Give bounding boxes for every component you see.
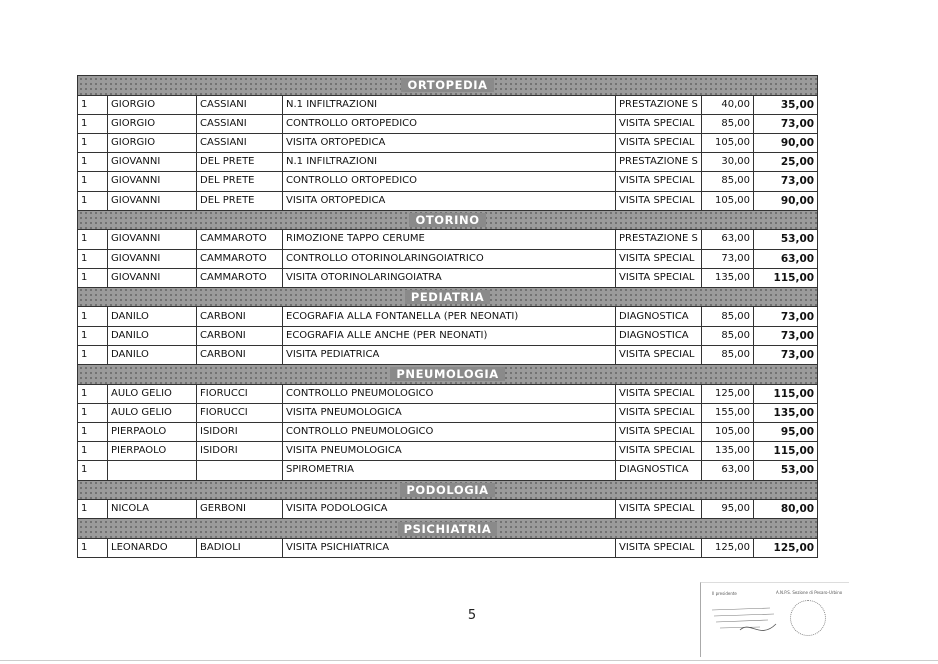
service-cell: CONTROLLO PNEUMOLOGICO (283, 384, 616, 403)
last-name-cell: FIORUCCI (197, 384, 283, 403)
table-row (78, 95, 818, 114)
service-cell: CONTROLLO ORTOPEDICO (283, 172, 616, 191)
section-header (78, 287, 818, 307)
type-cell: VISITA SPECIAL (616, 133, 702, 152)
price-cell: 105,00 (702, 133, 754, 152)
last-name-cell: CARBONI (197, 326, 283, 345)
table-row (78, 307, 818, 326)
last-name-cell (197, 461, 283, 480)
first-name-cell: GIOVANNI (108, 153, 197, 172)
service-cell: CONTROLLO OTORINOLARINGOIATRICO (283, 249, 616, 268)
row-number-cell: 1 (78, 191, 108, 210)
stamp-scribble (710, 600, 780, 640)
total-cell: 115,00 (754, 384, 818, 403)
type-cell: DIAGNOSTICA (616, 307, 702, 326)
table-row (78, 500, 818, 519)
total-cell: 25,00 (754, 153, 818, 172)
section-title: OTORINO (409, 213, 485, 227)
service-cell: VISITA OTORINOLARINGOIATRA (283, 268, 616, 287)
last-name-cell: CAMMAROTO (197, 230, 283, 249)
row-number-cell: 1 (78, 538, 108, 557)
price-cell: 63,00 (702, 461, 754, 480)
total-cell: 73,00 (754, 114, 818, 133)
table-row (78, 442, 818, 461)
row-number-cell: 1 (78, 133, 108, 152)
row-number-cell: 1 (78, 442, 108, 461)
section-header (78, 210, 818, 230)
price-cell: 95,00 (702, 500, 754, 519)
service-cell: VISITA ORTOPEDICA (283, 133, 616, 152)
total-cell: 73,00 (754, 345, 818, 364)
row-number-cell: 1 (78, 423, 108, 442)
last-name-cell: DEL PRETE (197, 172, 283, 191)
type-cell: PRESTAZIONE S (616, 153, 702, 172)
first-name-cell: GIOVANNI (108, 172, 197, 191)
row-number-cell: 1 (78, 249, 108, 268)
table-row (78, 403, 818, 422)
first-name-cell: PIERPAOLO (108, 423, 197, 442)
last-name-cell: DEL PRETE (197, 153, 283, 172)
section-header (78, 76, 818, 96)
row-number-cell: 1 (78, 153, 108, 172)
type-cell: VISITA SPECIAL (616, 345, 702, 364)
price-cell: 135,00 (702, 442, 754, 461)
service-cell: N.1 INFILTRAZIONI (283, 95, 616, 114)
row-number-cell: 1 (78, 461, 108, 480)
table-row (78, 423, 818, 442)
section-header-row (78, 287, 818, 307)
table-row (78, 191, 818, 210)
last-name-cell: CASSIANI (197, 114, 283, 133)
section-header-row (78, 480, 818, 500)
last-name-cell: CARBONI (197, 345, 283, 364)
price-list-table (77, 75, 818, 558)
type-cell: VISITA SPECIAL (616, 423, 702, 442)
first-name-cell: GIOVANNI (108, 230, 197, 249)
service-cell: ECOGRAFIA ALLE ANCHE (PER NEONATI) (283, 326, 616, 345)
type-cell: VISITA SPECIAL (616, 403, 702, 422)
type-cell: DIAGNOSTICA (616, 461, 702, 480)
price-cell: 85,00 (702, 307, 754, 326)
first-name-cell: GIOVANNI (108, 249, 197, 268)
type-cell: VISITA SPECIAL (616, 249, 702, 268)
row-number-cell: 1 (78, 230, 108, 249)
section-title: PSICHIATRIA (398, 522, 498, 536)
type-cell: VISITA SPECIAL (616, 268, 702, 287)
table-row (78, 249, 818, 268)
total-cell: 73,00 (754, 307, 818, 326)
last-name-cell: CARBONI (197, 307, 283, 326)
type-cell: VISITA SPECIAL (616, 384, 702, 403)
type-cell: PRESTAZIONE S (616, 230, 702, 249)
table-row (78, 172, 818, 191)
last-name-cell: CAMMAROTO (197, 249, 283, 268)
total-cell: 73,00 (754, 172, 818, 191)
section-header-row (78, 76, 818, 96)
row-number-cell: 1 (78, 307, 108, 326)
total-cell: 95,00 (754, 423, 818, 442)
type-cell: VISITA SPECIAL (616, 538, 702, 557)
page-number: 5 (467, 608, 477, 623)
type-cell: VISITA SPECIAL (616, 442, 702, 461)
table-row (78, 538, 818, 557)
total-cell: 53,00 (754, 230, 818, 249)
row-number-cell: 1 (78, 114, 108, 133)
stamp-label-left: Il presidente (712, 591, 737, 596)
row-number-cell: 1 (78, 403, 108, 422)
row-number-cell: 1 (78, 172, 108, 191)
table-row (78, 153, 818, 172)
type-cell: VISITA SPECIAL (616, 191, 702, 210)
last-name-cell: ISIDORI (197, 442, 283, 461)
price-cell: 125,00 (702, 538, 754, 557)
last-name-cell: CAMMAROTO (197, 268, 283, 287)
last-name-cell: FIORUCCI (197, 403, 283, 422)
section-header-row (78, 210, 818, 230)
first-name-cell (108, 461, 197, 480)
price-cell: 85,00 (702, 326, 754, 345)
service-cell: N.1 INFILTRAZIONI (283, 153, 616, 172)
service-cell: VISITA PNEUMOLOGICA (283, 403, 616, 422)
service-cell: VISITA PSICHIATRICA (283, 538, 616, 557)
price-cell: 155,00 (702, 403, 754, 422)
service-cell: ECOGRAFIA ALLA FONTANELLA (PER NEONATI) (283, 307, 616, 326)
type-cell: VISITA SPECIAL (616, 500, 702, 519)
service-cell: RIMOZIONE TAPPO CERUME (283, 230, 616, 249)
seal-stamp (790, 600, 826, 636)
price-cell: 105,00 (702, 191, 754, 210)
price-cell: 135,00 (702, 268, 754, 287)
total-cell: 115,00 (754, 268, 818, 287)
table-row (78, 230, 818, 249)
first-name-cell: GIORGIO (108, 114, 197, 133)
total-cell: 35,00 (754, 95, 818, 114)
total-cell: 63,00 (754, 249, 818, 268)
total-cell: 115,00 (754, 442, 818, 461)
first-name-cell: PIERPAOLO (108, 442, 197, 461)
first-name-cell: GIORGIO (108, 133, 197, 152)
row-number-cell: 1 (78, 345, 108, 364)
price-list-body (78, 76, 818, 558)
service-cell: CONTROLLO PNEUMOLOGICO (283, 423, 616, 442)
total-cell: 125,00 (754, 538, 818, 557)
stamp-label-right: A.N.P.S. Sezione di Pesaro-Urbino (776, 590, 843, 595)
type-cell: VISITA SPECIAL (616, 172, 702, 191)
service-cell: VISITA ORTOPEDICA (283, 191, 616, 210)
row-number-cell: 1 (78, 384, 108, 403)
first-name-cell: GIOVANNI (108, 191, 197, 210)
section-header (78, 480, 818, 500)
section-title: PEDIATRIA (405, 290, 490, 304)
last-name-cell: ISIDORI (197, 423, 283, 442)
first-name-cell: GIOVANNI (108, 268, 197, 287)
row-number-cell: 1 (78, 95, 108, 114)
section-header (78, 519, 818, 539)
section-header-row (78, 365, 818, 385)
price-cell: 105,00 (702, 423, 754, 442)
price-cell: 85,00 (702, 172, 754, 191)
total-cell: 73,00 (754, 326, 818, 345)
last-name-cell: DEL PRETE (197, 191, 283, 210)
type-cell: DIAGNOSTICA (616, 326, 702, 345)
table-row (78, 384, 818, 403)
row-number-cell: 1 (78, 326, 108, 345)
total-cell: 90,00 (754, 133, 818, 152)
first-name-cell: DANILO (108, 326, 197, 345)
section-title: ORTOPEDIA (401, 78, 493, 92)
last-name-cell: BADIOLI (197, 538, 283, 557)
table-row (78, 461, 818, 480)
first-name-cell: DANILO (108, 307, 197, 326)
price-cell: 40,00 (702, 95, 754, 114)
price-cell: 85,00 (702, 114, 754, 133)
page-bottom-edge (0, 660, 938, 661)
table-row (78, 268, 818, 287)
service-cell: VISITA PEDIATRICA (283, 345, 616, 364)
row-number-cell: 1 (78, 500, 108, 519)
service-cell: VISITA PODOLOGICA (283, 500, 616, 519)
first-name-cell: DANILO (108, 345, 197, 364)
section-header (78, 365, 818, 385)
last-name-cell: CASSIANI (197, 133, 283, 152)
service-cell: SPIROMETRIA (283, 461, 616, 480)
service-cell: VISITA PNEUMOLOGICA (283, 442, 616, 461)
total-cell: 135,00 (754, 403, 818, 422)
price-cell: 125,00 (702, 384, 754, 403)
section-header-row (78, 519, 818, 539)
total-cell: 90,00 (754, 191, 818, 210)
total-cell: 80,00 (754, 500, 818, 519)
first-name-cell: NICOLA (108, 500, 197, 519)
table-row (78, 345, 818, 364)
price-cell: 30,00 (702, 153, 754, 172)
service-cell: CONTROLLO ORTOPEDICO (283, 114, 616, 133)
first-name-cell: AULO GELIO (108, 403, 197, 422)
price-cell: 63,00 (702, 230, 754, 249)
type-cell: VISITA SPECIAL (616, 114, 702, 133)
price-cell: 73,00 (702, 249, 754, 268)
first-name-cell: GIORGIO (108, 95, 197, 114)
first-name-cell: LEONARDO (108, 538, 197, 557)
type-cell: PRESTAZIONE S (616, 95, 702, 114)
table-row (78, 133, 818, 152)
table-row (78, 326, 818, 345)
section-title: PODOLOGIA (400, 483, 494, 497)
first-name-cell: AULO GELIO (108, 384, 197, 403)
price-cell: 85,00 (702, 345, 754, 364)
total-cell: 53,00 (754, 461, 818, 480)
last-name-cell: CASSIANI (197, 95, 283, 114)
table-row (78, 114, 818, 133)
last-name-cell: GERBONI (197, 500, 283, 519)
row-number-cell: 1 (78, 268, 108, 287)
section-title: PNEUMOLOGIA (390, 367, 504, 381)
